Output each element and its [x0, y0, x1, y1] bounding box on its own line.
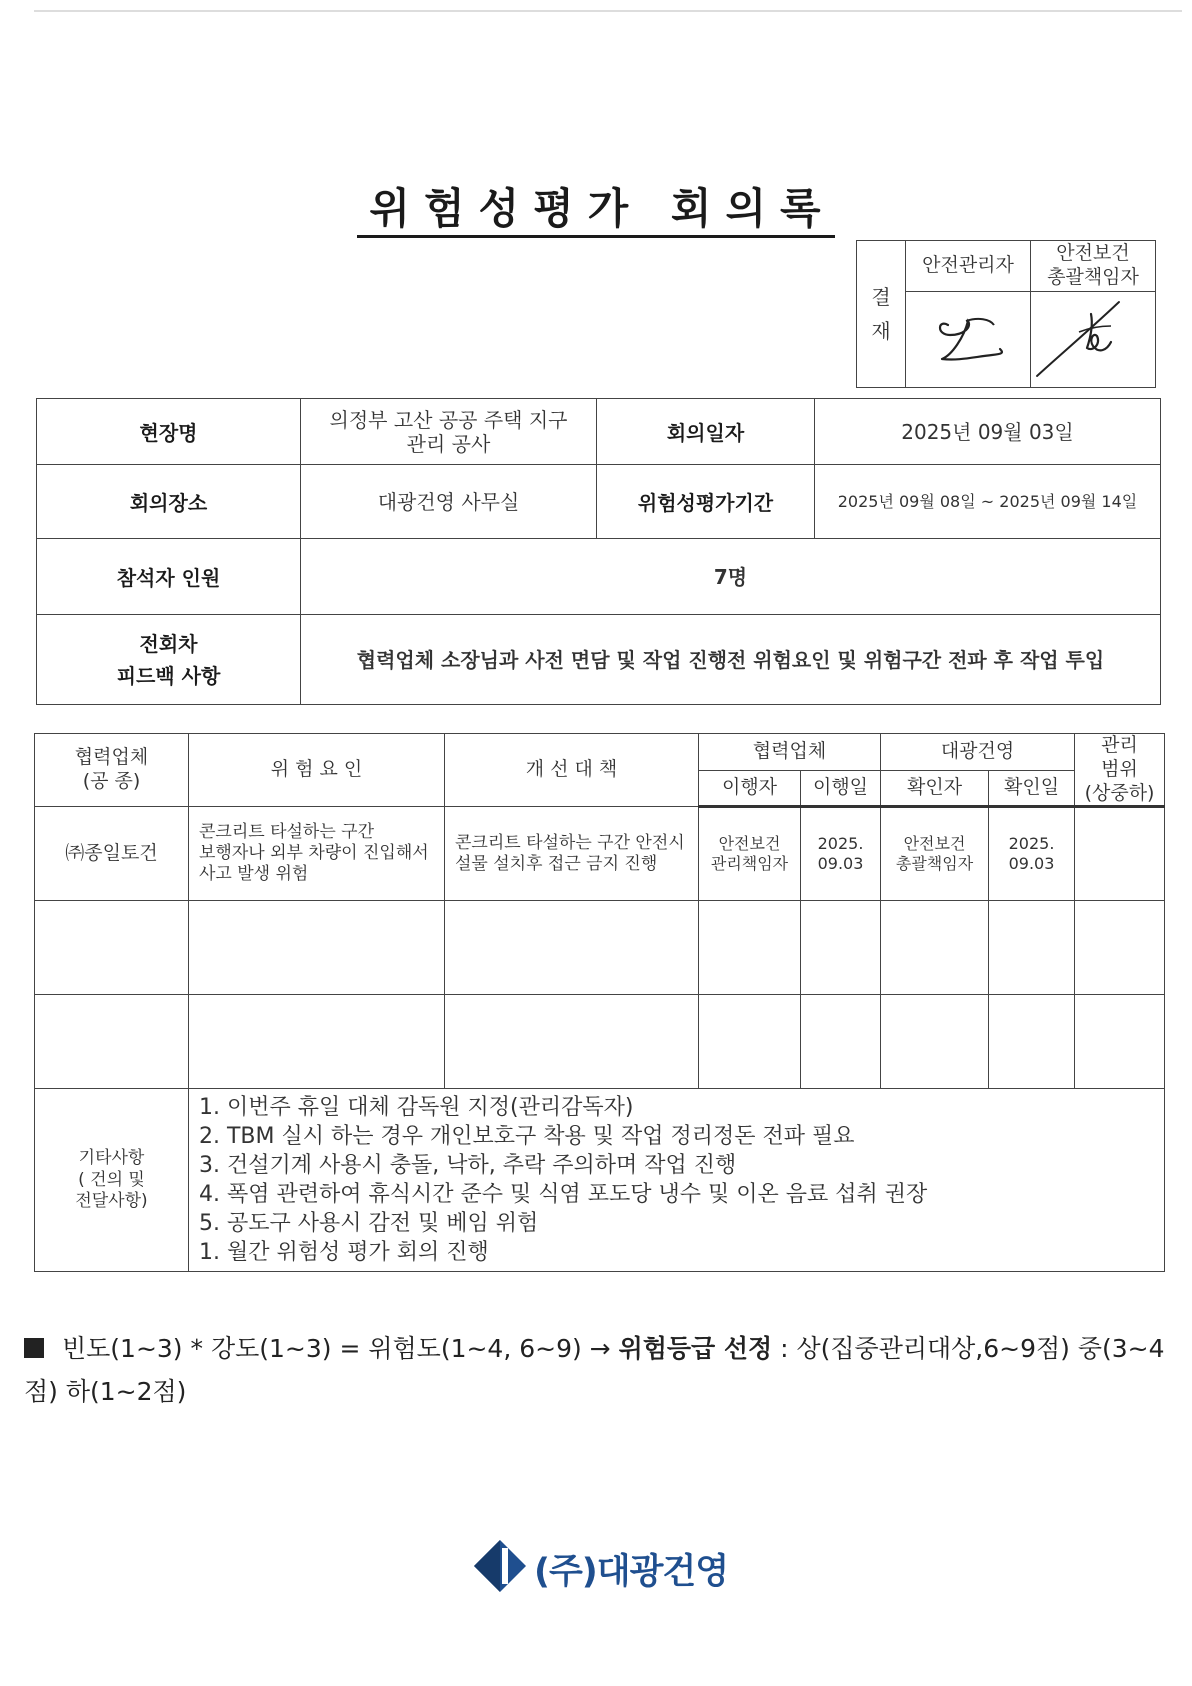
site-value: 의정부 고산 공공 주택 지구 관리 공사 [301, 399, 597, 465]
header-hazard: 위 험 요 인 [189, 734, 445, 807]
attendees-value: 7명 [301, 539, 1161, 615]
meeting-place-value: 대광건영 사무실 [301, 465, 597, 539]
square-bullet-icon [24, 1338, 44, 1358]
table-row-empty [35, 995, 1165, 1089]
note-item: 4. 폭염 관련하여 휴식시간 준수 및 식염 포도당 냉수 및 이온 음료 섭취 권장 [199, 1182, 928, 1208]
formula-part1: 빈도(1~3) * 강도(1~3) = 위험도(1~4, 6~9) → [62, 1334, 619, 1363]
diamond-logo-icon [472, 1538, 528, 1594]
feedback-label: 전회차 피드백 사항 [37, 615, 301, 705]
row-company: ㈜종일토건 [35, 807, 189, 901]
row-checker: 안전보건 총괄책임자 [881, 807, 989, 901]
header-measure: 개 선 대 책 [445, 734, 699, 807]
company-logo [472, 1538, 732, 1594]
assessment-period-value: 2025년 09월 08일 ~ 2025년 09월 14일 [815, 465, 1161, 539]
header-daekwang: 대광건영 [881, 734, 1075, 771]
row-hazard: 콘크리트 타설하는 구간 보행자나 외부 차량이 진입해서 사고 발생 위험 [189, 807, 445, 901]
approval-col-safety-manager: 안전관리자 [906, 241, 1031, 292]
header-do-date: 이행일 [801, 770, 881, 807]
meeting-date-label: 회의일자 [597, 399, 815, 465]
formula-part2: : 상(집중관리대상,6~9점) 중(3~4점) 하(1~2점) [24, 1334, 1165, 1406]
approval-side-label: 결 재 [857, 241, 906, 388]
note-item: 2. TBM 실시 하는 경우 개인보호구 착용 및 작업 정리정돈 전파 필요 [199, 1124, 855, 1150]
table-row-empty [35, 901, 1165, 995]
approval-box [856, 240, 1156, 388]
attendees-label: 참석자 인원 [37, 539, 301, 615]
row-doer: 안전보건 관리책임자 [699, 807, 801, 901]
meeting-date-value: 2025년 09월 03일 [815, 399, 1161, 465]
header-check-date: 확인일 [989, 770, 1075, 807]
approval-col-general-manager: 안전보건 총괄책임자 [1031, 241, 1156, 292]
header-partner: 협력업체 [699, 734, 881, 771]
table-row [35, 807, 1165, 901]
logo-text: (주)대광건영 [534, 1552, 729, 1592]
signature-general-manager [1031, 292, 1156, 388]
signature-safety-manager [906, 292, 1031, 388]
formula-bold: 위험등급 선정 [618, 1334, 773, 1363]
scan-top-edge [34, 10, 1182, 12]
meeting-place-label: 회의장소 [37, 465, 301, 539]
note-item: 1. 이번주 휴일 대체 감독원 지정(관리감독자) [199, 1095, 634, 1121]
row-scope [1075, 807, 1165, 901]
header-scope: 관리 범위 (상중하) [1075, 734, 1165, 807]
notes-label: 기타사항 ( 건의 및 전달사항) [35, 1089, 189, 1272]
assessment-period-label: 위험성평가기간 [597, 465, 815, 539]
feedback-value: 협력업체 소장님과 사전 면담 및 작업 진행전 위험요인 및 위험구간 전파 후 작업 투입 [301, 615, 1161, 705]
site-label: 현장명 [37, 399, 301, 465]
row-measure: 콘크리트 타설하는 구간 안전시 설물 설치후 접근 금지 진행 [445, 807, 699, 901]
risk-assessment-table [34, 733, 1165, 1272]
note-item: 3. 건설기계 사용시 충돌, 낙하, 추락 주의하며 작업 진행 [199, 1153, 737, 1179]
note-item: 1. 월간 위험성 평가 회의 진행 [199, 1240, 489, 1266]
row-do-date: 2025. 09.03 [801, 807, 881, 901]
note-item: 5. 공도구 사용시 감전 및 베임 위험 [199, 1211, 539, 1237]
header-company: 협력업체 (공 종) [35, 734, 189, 807]
notes-list [189, 1089, 1165, 1272]
risk-formula [24, 1328, 1168, 1413]
header-doer: 이행자 [699, 770, 801, 807]
row-check-date: 2025. 09.03 [989, 807, 1075, 901]
header-checker: 확인자 [881, 770, 989, 807]
meeting-info-table [36, 398, 1161, 705]
page-title: 위험성평가 회의록 [0, 176, 1192, 236]
